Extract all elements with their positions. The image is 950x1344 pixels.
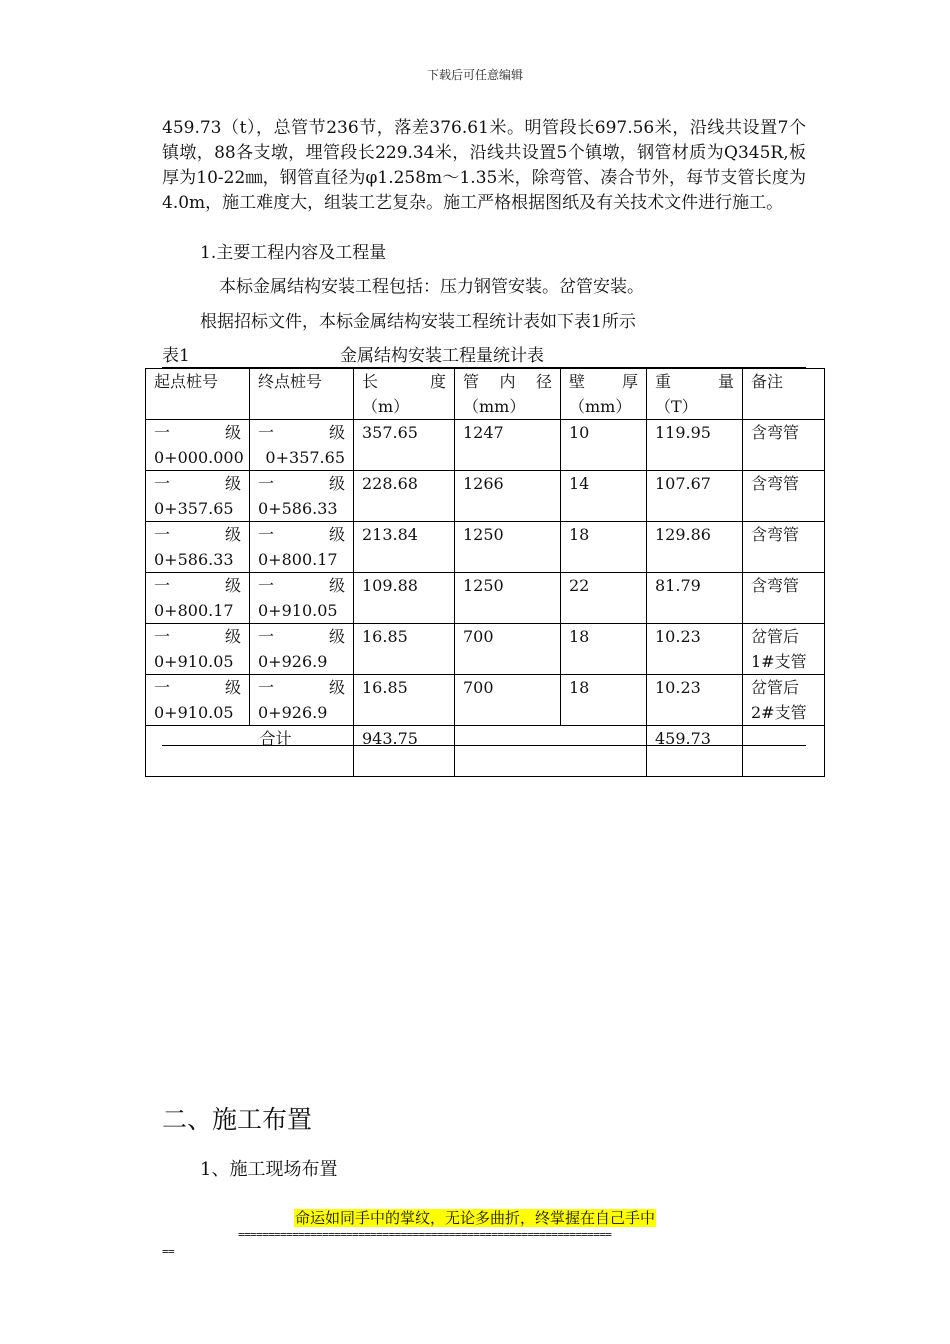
footer-rule: ============================================================== <box>238 1228 612 1241</box>
table-header-row <box>146 369 825 420</box>
table-intro-text: 根据招标文件，本标金属结构安装工程统计表如下表1所示 <box>200 312 636 332</box>
cell-thickness: 18 <box>561 522 647 573</box>
table-row <box>146 624 825 675</box>
cell-length: 357.65 <box>354 420 455 471</box>
footer-quote <box>0 1208 950 1228</box>
quantity-table <box>145 368 825 777</box>
cell-thickness: 22 <box>561 573 647 624</box>
cell-weight: 10.23 <box>647 675 743 726</box>
intro-paragraph: 459.73（t），总管节236节，落差376.61米。明管段长697.56米，沿线共设置7个镇墩，88各支墩，埋管段长229.34米，沿线共设置5个镇墩，钢管材质为Q345R,板厚为10-22㎜，钢管直径为φ1.258m～1.35米，除弯管、凑合节外，每节支管长度为4.0m，施工难度大，组装工艺复杂。施工严格根据图纸及有关技术文件进行施工。 <box>162 118 806 213</box>
total-length: 943.75 <box>354 726 455 777</box>
cell-end-station: 一 级 0+800.17 <box>250 522 354 573</box>
total-weight: 459.73 <box>647 726 743 777</box>
cell-note: 含弯管 <box>743 522 825 573</box>
table-row <box>146 471 825 522</box>
cell-thickness: 10 <box>561 420 647 471</box>
cell-weight: 119.95 <box>647 420 743 471</box>
cell-weight: 81.79 <box>647 573 743 624</box>
footer-quote-text: 命运如同手中的掌纹，无论多曲折，终掌握在自己手中 <box>294 1209 655 1227</box>
cell-length: 16.85 <box>354 624 455 675</box>
cell-thickness: 14 <box>561 471 647 522</box>
cell-end-station: 一 级 0+357.65 <box>250 420 354 471</box>
table-bottom-rule <box>162 745 806 746</box>
cell-weight: 10.23 <box>647 624 743 675</box>
header-weight: 重 量 （T） <box>647 369 743 420</box>
cell-diameter: 1266 <box>455 471 561 522</box>
total-empty-cell <box>455 726 647 777</box>
cell-note: 含弯管 <box>743 471 825 522</box>
header-length: 长 度 （m） <box>354 369 455 420</box>
cell-start-station: 一 级 0+000.000 <box>146 420 250 471</box>
subsection-title: 1、施工现场布置 <box>200 1159 338 1180</box>
cell-end-station: 一 级 0+586.33 <box>250 471 354 522</box>
section-heading-main-works: 1.主要工程内容及工程量 <box>200 243 387 263</box>
cell-start-station: 一 级 0+910.05 <box>146 624 250 675</box>
cell-note: 岔管后 2#支管 <box>743 675 825 726</box>
table-row <box>146 573 825 624</box>
cell-length: 213.84 <box>354 522 455 573</box>
table-title: 金属结构安装工程量统计表 <box>340 346 544 366</box>
total-note-cell <box>743 726 825 777</box>
cell-weight: 129.86 <box>647 522 743 573</box>
page-header: 下载后可任意编辑 <box>426 68 523 82</box>
cell-length: 228.68 <box>354 471 455 522</box>
cell-thickness: 18 <box>561 675 647 726</box>
cell-thickness: 18 <box>561 624 647 675</box>
cell-diameter: 1247 <box>455 420 561 471</box>
cell-diameter: 1250 <box>455 522 561 573</box>
cell-diameter: 1250 <box>455 573 561 624</box>
table-number: 表1 <box>162 346 190 366</box>
cell-start-station: 一 级 0+586.33 <box>146 522 250 573</box>
cell-length: 16.85 <box>354 675 455 726</box>
table-row <box>146 675 825 726</box>
cell-start-station: 一 级 0+910.05 <box>146 675 250 726</box>
section-title: 二、施工布置 <box>162 1105 313 1134</box>
cell-end-station: 一 级 0+926.9 <box>250 675 354 726</box>
scope-text: 本标金属结构安装工程包括：压力钢管安装。岔管安装。 <box>219 277 644 297</box>
cell-diameter: 700 <box>455 675 561 726</box>
cell-note: 含弯管 <box>743 420 825 471</box>
header-note: 备注 <box>743 369 825 420</box>
cell-start-station: 一 级 0+357.65 <box>146 471 250 522</box>
header-wall-thickness: 壁 厚 （mm） <box>561 369 647 420</box>
cell-end-station: 一 级 0+910.05 <box>250 573 354 624</box>
cell-length: 109.88 <box>354 573 455 624</box>
cell-start-station: 一 级 0+800.17 <box>146 573 250 624</box>
table-row <box>146 522 825 573</box>
header-inner-diameter: 管内径 （mm） <box>455 369 561 420</box>
cell-end-station: 一 级 0+926.9 <box>250 624 354 675</box>
table-row <box>146 420 825 471</box>
footer-rule-tail: == <box>162 1245 175 1258</box>
cell-note: 含弯管 <box>743 573 825 624</box>
total-label: 合计 <box>146 726 354 777</box>
cell-note: 岔管后 1#支管 <box>743 624 825 675</box>
table-caption <box>162 345 806 368</box>
header-end-station: 终点桩号 <box>250 369 354 420</box>
cell-weight: 107.67 <box>647 471 743 522</box>
header-start-station: 起点桩号 <box>146 369 250 420</box>
table-total-row <box>146 726 825 777</box>
cell-diameter: 700 <box>455 624 561 675</box>
